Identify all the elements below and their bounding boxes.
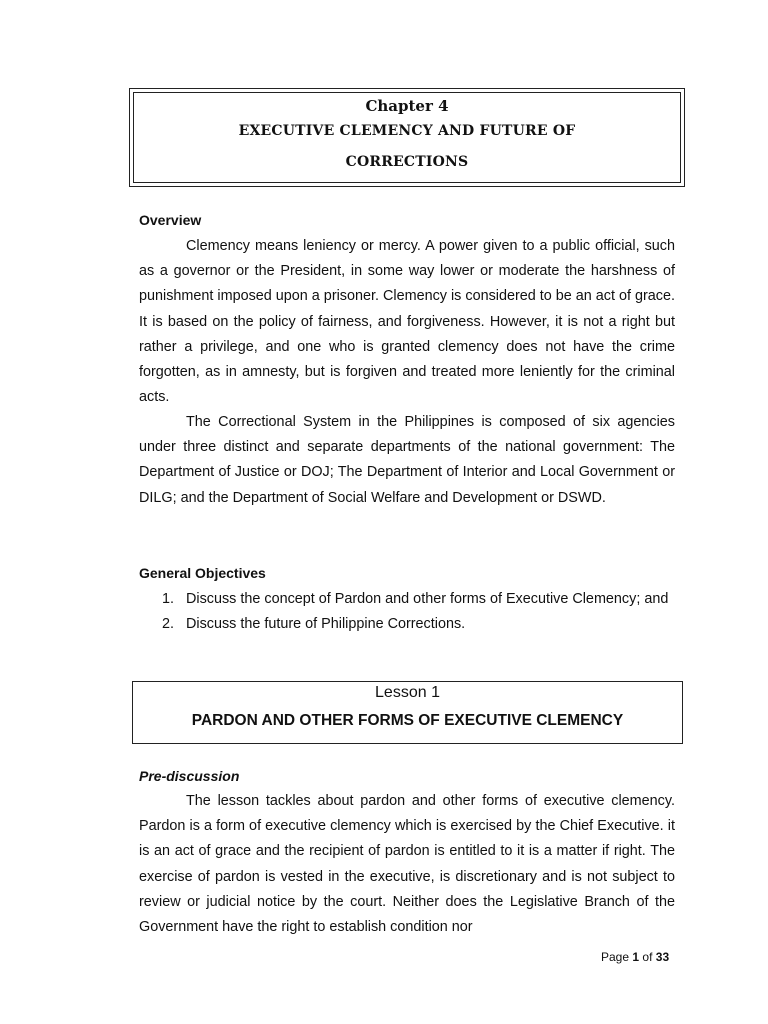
chapter-header-box [129, 88, 685, 187]
objective-number: 1. [162, 591, 175, 607]
footer-page-current: 1 [632, 950, 640, 964]
footer-page-total: 33 [655, 950, 670, 964]
objective-item [139, 587, 675, 612]
chapter-subtitle-line1: EXECUTIVE CLEMENCY AND FUTURE OF [238, 123, 576, 139]
overview-paragraph-1-text: Clemency means leniency or mercy. A power given to a public official, such as a governor or the President, in some way lower or moderate the harshness of punishment imposed upon a prisoner. Clemency is considered to be an act of grace. It is based on the policy of fairness, and forgiveness. However, it is not a right but rather a privilege, and one who is granted clemency does not have the crime forgotten, as in amnesty, but is forgiven and treated more leniently for the criminal acts. [139, 238, 675, 406]
footer-page-word: Page [601, 950, 630, 964]
overview-paragraph-2-text: The Correctional System in the Philippines is composed of six agencies under three distinct and separate departments of the national government: The Department of Justice or DOJ; The Department of Interior and Local Government or DILG; and the Department of Social Welfare and Development or DSWD. [139, 414, 675, 506]
overview-paragraph-1 [139, 234, 675, 410]
lesson-number: Lesson 1 [375, 684, 440, 701]
prediscussion-paragraph [139, 789, 675, 940]
prediscussion-heading: Pre-discussion [139, 768, 240, 784]
lesson-title: PARDON AND OTHER FORMS OF EXECUTIVE CLEMENCY [191, 712, 624, 729]
lesson-header-box [132, 681, 683, 744]
overview-paragraph-2 [139, 410, 675, 511]
prediscussion-paragraph-text: The lesson tackles about pardon and other forms of executive clemency. Pardon is a form of executive clemency which is exercised by the Chief Executive. it is an act of grace and the recipient of pardon is entitled to it is a matter if right. The exercise of pardon is vested in the executive, is discretionary and is not subject to review or judicial notice by the court. Neither does the Legislative Branch of the Government have the right to establish condition nor [139, 793, 675, 936]
objective-text: Discuss the concept of Pardon and other forms of Executive Clemency; and [186, 591, 669, 607]
objectives-list [139, 587, 675, 637]
chapter-title: Chapter 4 [365, 97, 449, 115]
footer-of-word: of [642, 950, 653, 964]
objective-text: Discuss the future of Philippine Corrections. [186, 616, 466, 632]
chapter-header-inner-border [133, 92, 681, 183]
chapter-subtitle-line2: CORRECTIONS [345, 154, 469, 170]
overview-heading: Overview [139, 212, 202, 228]
page-footer [601, 950, 669, 964]
objective-number: 2. [162, 616, 175, 632]
objectives-heading: General Objectives [139, 565, 266, 581]
objective-item [139, 612, 675, 637]
